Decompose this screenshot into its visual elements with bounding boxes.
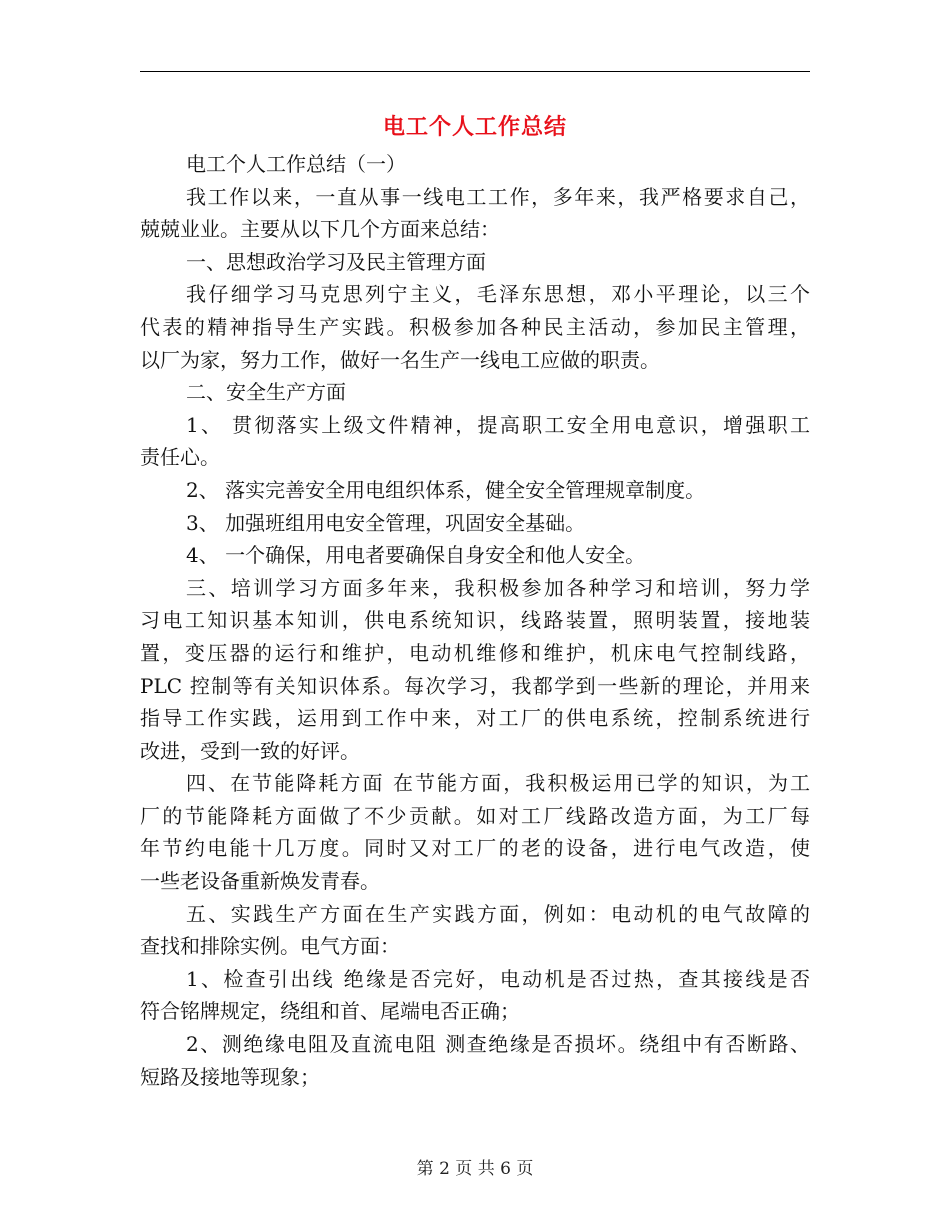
text-line: 以厂为家，努力工作，做好一名生产一线电工应做的职责。: [140, 347, 660, 372]
text-line: 查找和排除实例。电气方面：: [140, 934, 400, 959]
page-number-footer: 第 2 页 共 6 页: [416, 1159, 534, 1179]
text-line: 短路及接地等现象；: [140, 1064, 320, 1089]
paragraph-safety-2: [140, 474, 810, 507]
document-title: 电工个人工作总结: [382, 114, 567, 140]
text-line: 改进，受到一致的好评。: [140, 738, 360, 763]
paragraph-practice-2: [140, 1028, 810, 1093]
paragraph-practice: [140, 898, 810, 963]
text-line: 三、培训学习方面多年来，我积极参加各种学习和培训，努力学: [186, 575, 810, 600]
text-line: 4、 一个确保，用电者要确保自身安全和他人安全。: [186, 543, 646, 568]
paragraph-safety-3: [140, 507, 810, 540]
text-line: 电工个人工作总结（一）: [186, 152, 406, 176]
paragraph-subtitle: [140, 148, 810, 181]
text-line: 3、 加强班组用电安全管理，巩固安全基础。: [186, 510, 586, 535]
text-line: PLC 控制等有关知识体系。每次学习，我都学到一些新的理论，并用来: [140, 673, 810, 698]
text-line: 2、测绝缘电阻及直流电阻 测查绝缘是否损坏。绕组中有否断路、: [186, 1032, 810, 1057]
text-line: 二、安全生产方面: [186, 380, 346, 405]
text-line: 我仔细学习马克思列宁主义，毛泽东思想，邓小平理论，以三个: [186, 282, 810, 307]
text-line: 一些老设备重新焕发青春。: [140, 869, 380, 894]
text-line: 代表的精神指导生产实践。积极参加各种民主活动，参加民主管理，: [140, 314, 810, 339]
paragraph-practice-1: [140, 963, 810, 1028]
document-body: [140, 148, 810, 1093]
paragraph-heading-2: [140, 376, 810, 409]
text-line: 五、实践生产方面在生产实践方面，例如：电动机的电气故障的: [186, 901, 810, 926]
text-line: 责任心。: [140, 445, 220, 470]
header-rule: [140, 71, 810, 72]
text-line: 厂的节能降耗方面做了不少贡献。如对工厂线路改造方面，为工厂每: [140, 803, 810, 828]
paragraph-safety-4: [140, 539, 810, 572]
text-line: 年节约电能十几万度。同时又对工厂的老的设备，进行电气改造，使: [140, 836, 810, 861]
paragraph-safety-1: [140, 409, 810, 474]
text-line: 置，变压器的运行和维护，电动机维修和维护，机床电气控制线路，: [140, 640, 810, 665]
text-line: 一、思想政治学习及民主管理方面: [186, 249, 486, 274]
paragraph-heading-1: [140, 246, 810, 279]
text-line: 1、 贯彻落实上级文件精神，提高职工安全用电意识，增强职工: [186, 412, 810, 437]
text-line: 符合铭牌规定，绕组和首、尾端电否正确；: [140, 999, 520, 1024]
text-line: 习电工知识基本知训，供电系统知识，线路装置，照明装置，接地装: [140, 608, 810, 633]
paragraph-training: [140, 572, 810, 768]
text-line: 兢兢业业。主要从以下几个方面来总结：: [140, 217, 500, 242]
paragraph-intro: [140, 181, 810, 246]
text-line: 指导工作实践，运用到工作中来，对工厂的供电系统，控制系统进行: [140, 706, 810, 731]
text-line: 四、在节能降耗方面 在节能方面，我积极运用已学的知识，为工: [186, 771, 810, 796]
text-line: 我工作以来，一直从事一线电工工作，多年来，我严格要求自己，: [186, 184, 810, 209]
text-line: 2、 落实完善安全用电组织体系，健全安全管理规章制度。: [186, 477, 706, 502]
text-line: 1、检查引出线 绝缘是否完好，电动机是否过热，查其接线是否: [186, 966, 810, 991]
paragraph-politics: [140, 278, 810, 376]
paragraph-energy: [140, 767, 810, 897]
